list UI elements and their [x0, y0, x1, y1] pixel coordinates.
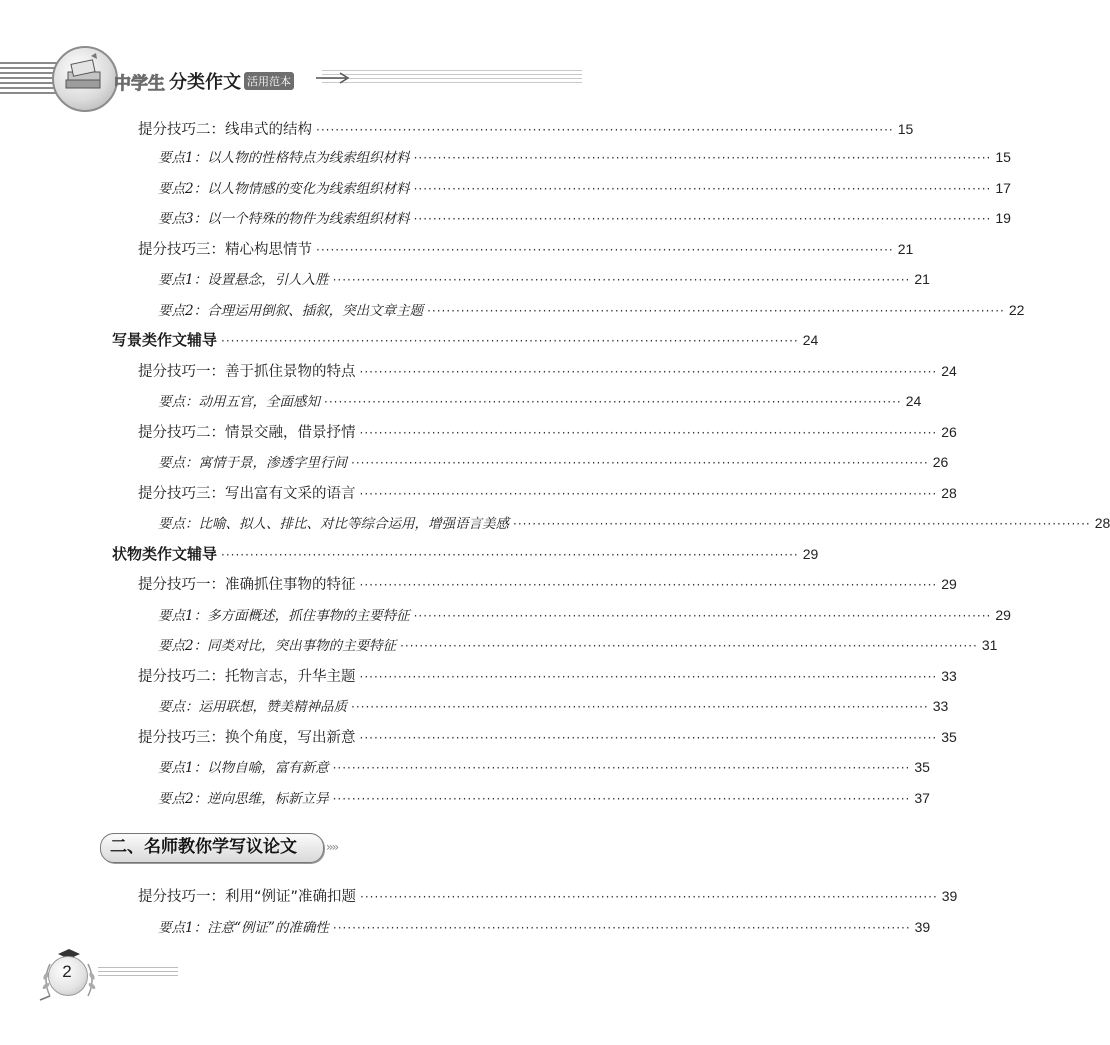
toc-entry-title: 要点1：以人物的性格特点为线索组织材料: [158, 150, 410, 166]
toc-point: [158, 177, 1011, 199]
arrow-right-icon: [316, 70, 352, 86]
toc-point: [158, 916, 931, 938]
toc-entry-title: 要点1：多方面概述，抓住事物的主要特征: [158, 608, 410, 624]
toc-tip: [138, 573, 957, 595]
toc-point: [158, 390, 922, 412]
toc-leader-dots: ························································································································: [324, 395, 902, 409]
toc-entry-title: 要点2：合理运用倒叙、插叙，突出文章主题: [158, 303, 424, 319]
toc-page-number: 29: [995, 607, 1011, 623]
toc-category: [112, 543, 819, 565]
toc-leader-dots: ························································································································: [221, 548, 799, 562]
toc-point: [158, 695, 949, 717]
toc-page-number: 33: [932, 698, 949, 714]
books-icon: [58, 50, 114, 104]
toc-page-number: 22: [1008, 302, 1025, 318]
section-title: 二、名师教你学写议论文: [110, 837, 297, 857]
chevrons-icon: ››››: [326, 840, 338, 854]
toc-page-number: 39: [914, 919, 931, 935]
toc-leader-dots: ························································································································: [359, 578, 938, 592]
toc-tip: [138, 665, 957, 687]
toc-page-number: 24: [802, 332, 819, 348]
toc-leader-dots: ························································································································: [221, 334, 799, 348]
toc-entry-title: 提分技巧二：线串式的结构: [138, 122, 312, 138]
toc-tip: [138, 726, 957, 748]
toc-leader-dots: ························································································································: [413, 182, 992, 196]
toc-page-number: 33: [941, 668, 957, 684]
toc-tip: [138, 421, 957, 443]
toc-leader-dots: ························································································································: [332, 761, 911, 775]
toc-point: [158, 756, 930, 778]
toc-point: [158, 604, 1011, 626]
toc-leader-dots: ························································································································: [332, 273, 911, 287]
toc-entry-title: 要点1：设置悬念，引人入胜: [158, 272, 329, 288]
toc-entry-title: 提分技巧三：精心构思情节: [138, 242, 312, 258]
toc-leader-dots: ························································································································: [413, 212, 992, 226]
toc-leader-dots: ························································································································: [360, 890, 938, 904]
toc-entry-title: 要点2：逆向思维，标新立异: [158, 791, 329, 807]
toc-point: [158, 451, 949, 473]
toc-entry-title: 提分技巧二：情景交融，借景抒情: [138, 425, 356, 441]
toc-leader-dots: ························································································································: [400, 639, 978, 653]
toc-point: [158, 512, 1110, 534]
toc-entry-title: 要点3：以一个特殊的物件为线索组织材料: [158, 211, 410, 227]
toc-point: [158, 146, 1011, 168]
toc-page-number: 29: [802, 546, 819, 562]
toc-entry-title: 要点：动用五官，全面感知: [158, 394, 320, 410]
toc-page-number: 35: [914, 759, 930, 775]
header-title-part3: 活用范本: [244, 72, 294, 90]
toc-page-number: 28: [1094, 515, 1110, 531]
toc-leader-dots: ························································································································: [359, 426, 938, 440]
toc-tip: [138, 360, 957, 382]
toc-entry-title: 提分技巧一：善于抓住景物的特点: [138, 364, 356, 380]
toc-tip: [138, 118, 914, 140]
toc-point: [158, 207, 1011, 229]
toc-point: [158, 268, 930, 290]
toc-entry-title: 要点：寓情于景，渗透字里行间: [158, 455, 347, 471]
toc-page-number: 21: [914, 271, 930, 287]
header-title-part1: 中学生: [114, 73, 165, 94]
toc-entry-title: 提分技巧二：托物言志，升华主题: [138, 669, 356, 685]
header-title-part2: 分类作文: [169, 72, 241, 93]
toc-entry-title: 要点：运用联想，赞美精神品质: [158, 699, 347, 715]
toc-page-number: 35: [941, 729, 957, 745]
toc-page-number: 31: [981, 637, 998, 653]
toc-page-number: 24: [905, 393, 922, 409]
toc-page-number: 15: [995, 149, 1011, 165]
toc-page-number: 17: [995, 180, 1011, 196]
toc-entry-title: 要点2：同类对比，突出事物的主要特征: [158, 638, 397, 654]
toc-leader-dots: ························································································································: [359, 365, 938, 379]
toc-page-number: 39: [941, 888, 958, 904]
toc-tip: [138, 238, 914, 260]
toc-category: [112, 329, 819, 351]
toc-leader-dots: ························································································································: [359, 487, 938, 501]
toc-leader-dots: ························································································································: [332, 921, 911, 935]
toc-entry-title: 提分技巧三：写出富有文采的语言: [138, 486, 356, 502]
toc-leader-dots: ························································································································: [413, 609, 992, 623]
toc-leader-dots: ························································································································: [316, 123, 894, 137]
toc-entry-title: 要点1：以物自喻，富有新意: [158, 760, 329, 776]
toc-entry-title: 状物类作文辅导: [112, 545, 218, 563]
toc-entry-title: 提分技巧一：利用“例证”准确扣题: [138, 889, 357, 905]
footer-stripes: [98, 967, 178, 979]
toc-leader-dots: ························································································································: [413, 151, 992, 165]
toc-page-number: 15: [897, 121, 914, 137]
toc-tip: [138, 482, 957, 504]
toc-leader-dots: ························································································································: [332, 792, 911, 806]
toc-leader-dots: ························································································································: [359, 731, 938, 745]
toc-page-number: 21: [897, 241, 914, 257]
toc-page-number: 28: [941, 485, 957, 501]
toc-point: [158, 634, 998, 656]
toc-page-number: 19: [995, 210, 1011, 226]
toc-page-number: 26: [941, 424, 957, 440]
toc-leader-dots: ························································································································: [316, 243, 894, 257]
toc-page-number: 26: [932, 454, 949, 470]
toc-entry-title: 要点2：以人物情感的变化为线索组织材料: [158, 181, 410, 197]
toc-entry-title: 提分技巧一：准确抓住事物的特征: [138, 577, 356, 593]
header-title: [114, 68, 294, 94]
toc-leader-dots: ························································································································: [427, 304, 1005, 318]
toc-point: [158, 299, 1025, 321]
toc-point: [158, 787, 930, 809]
toc-entry-title: 要点1：注意“例证”的准确性: [158, 920, 329, 936]
toc-leader-dots: ························································································································: [351, 700, 929, 714]
toc-entry-title: 提分技巧三：换个角度，写出新意: [138, 730, 356, 746]
toc-page-number: 24: [941, 363, 957, 379]
header-rule: [322, 70, 582, 84]
toc-entry-title: 要点：比喻、拟人、排比、对比等综合运用，增强语言美感: [158, 516, 509, 532]
toc-leader-dots: ························································································································: [513, 517, 1091, 531]
toc-tip: [138, 885, 958, 907]
toc-entry-title: 写景类作文辅导: [112, 331, 218, 349]
page-number: 2: [62, 962, 72, 981]
toc-page-number: 29: [941, 576, 957, 592]
toc-leader-dots: ························································································································: [359, 670, 938, 684]
toc-leader-dots: ························································································································: [351, 456, 929, 470]
toc-page-number: 37: [914, 790, 930, 806]
